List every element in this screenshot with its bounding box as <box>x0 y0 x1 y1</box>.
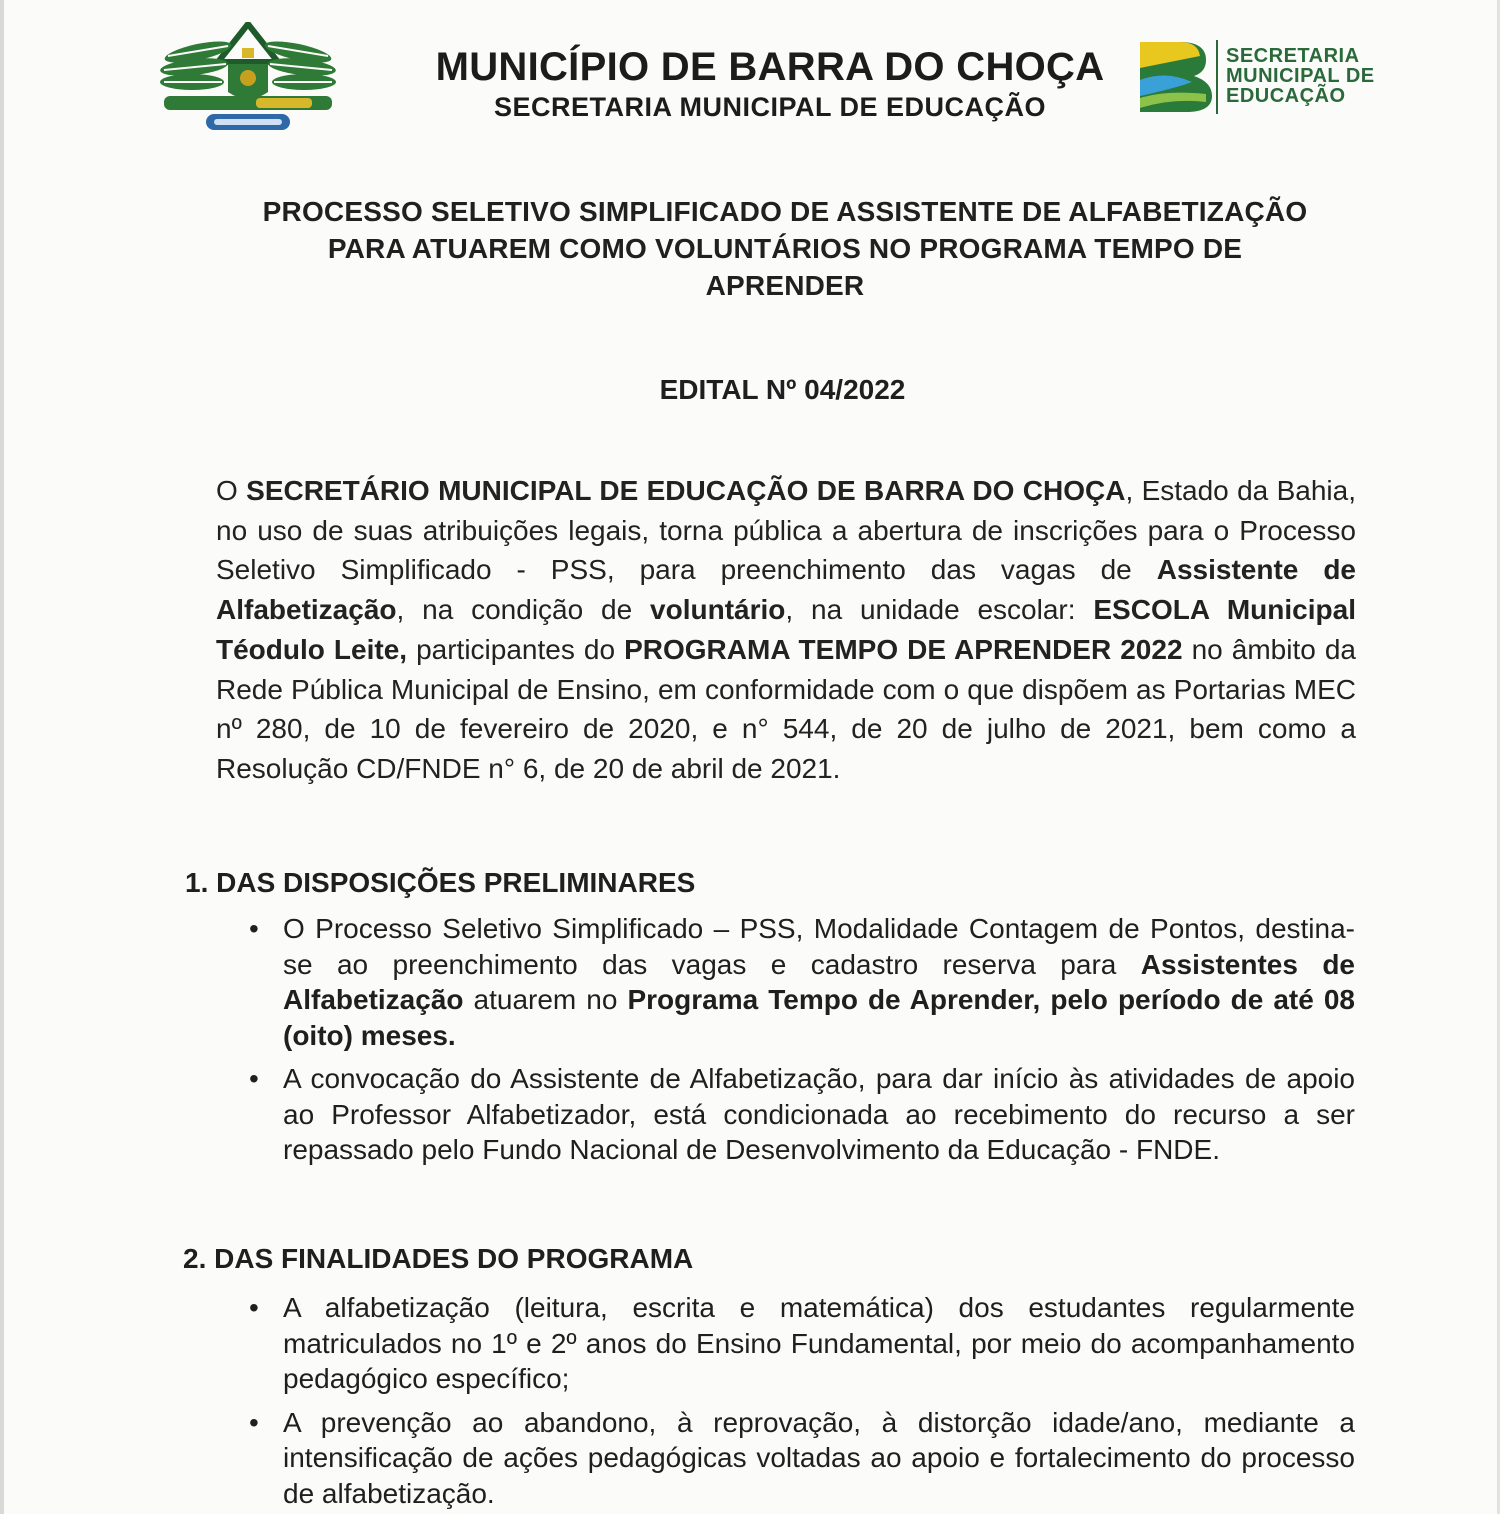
bullet-icon: • <box>249 1292 259 1323</box>
header-title-block <box>420 44 1120 124</box>
secretariat-logo-text <box>1226 46 1416 106</box>
section1-list <box>249 911 1355 1176</box>
secretariat-b-logo-icon <box>1136 36 1216 116</box>
list-item <box>249 1290 1355 1397</box>
section-heading: 1. DAS DISPOSIÇÕES PRELIMINARES <box>185 867 696 898</box>
intro-text: , na condição de <box>396 594 651 626</box>
item-bold: Assistentes de Alfabetização <box>283 948 1355 1015</box>
logo-text-line: SECRETARIA <box>1226 45 1360 67</box>
scan-left-edge <box>0 0 4 1514</box>
bullet-icon: • <box>249 1063 259 1094</box>
intro-text: no âmbito da Rede Pública Municipal de Ensino, em conformidade com o que dispõem as Portarias MEC nº 280, de 10 de fevereiro de 2020, e n° 544, de 20 de julho de 2021, bem como a Resolução CD/FNDE n° 6, de 20 de abril de 2021. <box>216 633 1357 784</box>
intro-bold: SECRETÁRIO MUNICIPAL DE EDUCAÇÃO DE BARRA DO CHOÇA <box>246 475 1126 506</box>
intro-bold: Assistente de Alfabetização <box>216 554 1356 626</box>
item-text: atuarem no <box>463 984 628 1015</box>
section-heading: 2. DAS FINALIDADES DO PROGRAMA <box>183 1243 694 1274</box>
process-title <box>200 193 1370 304</box>
bullet-icon: • <box>249 1406 259 1438</box>
municipal-coat-of-arms-icon <box>158 22 338 142</box>
process-title-line: PARA ATUAREM COMO VOLUNTÁRIOS NO PROGRAMA TEMPO DE <box>327 233 1243 264</box>
intro-bold: ESCOLA Municipal Téodulo Leite, <box>216 594 1356 665</box>
logo-text-line: MUNICIPAL DE <box>1226 65 1375 87</box>
section2-list <box>249 1290 1355 1519</box>
intro-text: , na unidade escolar: <box>785 594 1094 626</box>
process-title-line: APRENDER <box>705 270 865 301</box>
intro-text: , Estado da Bahia, no uso de suas atribuições legais, torna pública a abertura de inscrições para o Processo Seletivo Simplificado - PSS, para preenchimento das vagas de <box>216 475 1357 586</box>
municipality-title: MUNICÍPIO DE BARRA DO CHOÇA <box>435 45 1105 89</box>
intro-bold: PROGRAMA TEMPO DE APRENDER 2022 <box>624 633 1183 665</box>
item-text: A prevenção ao abandono, à reprovação, à distorção idade/ano, mediante a intensificação de ações pedagógicas voltadas ao apoio e fortalecimento do processo de alfabetização. <box>283 1406 1355 1509</box>
logo-divider <box>1216 40 1218 114</box>
item-text: O Processo Seletivo Simplificado – PSS, Modalidade Contagem de Pontos, destina-se ao preenchimento das vagas e cadastro reserva para <box>283 913 1355 980</box>
list-item <box>249 911 1355 1053</box>
list-item <box>249 1061 1355 1168</box>
intro-paragraph <box>216 471 1356 789</box>
intro-text: participantes do <box>407 633 625 665</box>
secretariat-subtitle: SECRETARIA MUNICIPAL DE EDUCAÇÃO <box>493 92 1047 122</box>
item-text: A alfabetização (leitura, escrita e matemática) dos estudantes regularmente matriculados no 1º e 2º anos do Ensino Fundamental, por meio do acompanhamento pedagógico específico; <box>283 1292 1355 1394</box>
logo-text-line: EDUCAÇÃO <box>1226 85 1346 107</box>
intro-bold: voluntário <box>650 594 786 626</box>
process-title-line: PROCESSO SELETIVO SIMPLIFICADO DE ASSISTENTE DE ALFABETIZAÇÃO <box>262 196 1308 227</box>
bullet-icon: • <box>249 913 259 944</box>
intro-text: O <box>216 475 247 506</box>
item-bold: Programa Tempo de Aprender, pelo período de até 08 (oito) meses. <box>283 984 1355 1051</box>
edital-number: EDITAL Nº 04/2022 <box>659 374 906 405</box>
list-item <box>249 1405 1355 1512</box>
item-text: A convocação do Assistente de Alfabetização, para dar início às atividades de apoio ao Professor Alfabetizador, está condicionada ao recebimento do recurso a ser repassado pelo Fundo Nacional de Desenvolvimento da Educação - FNDE. <box>283 1063 1355 1165</box>
